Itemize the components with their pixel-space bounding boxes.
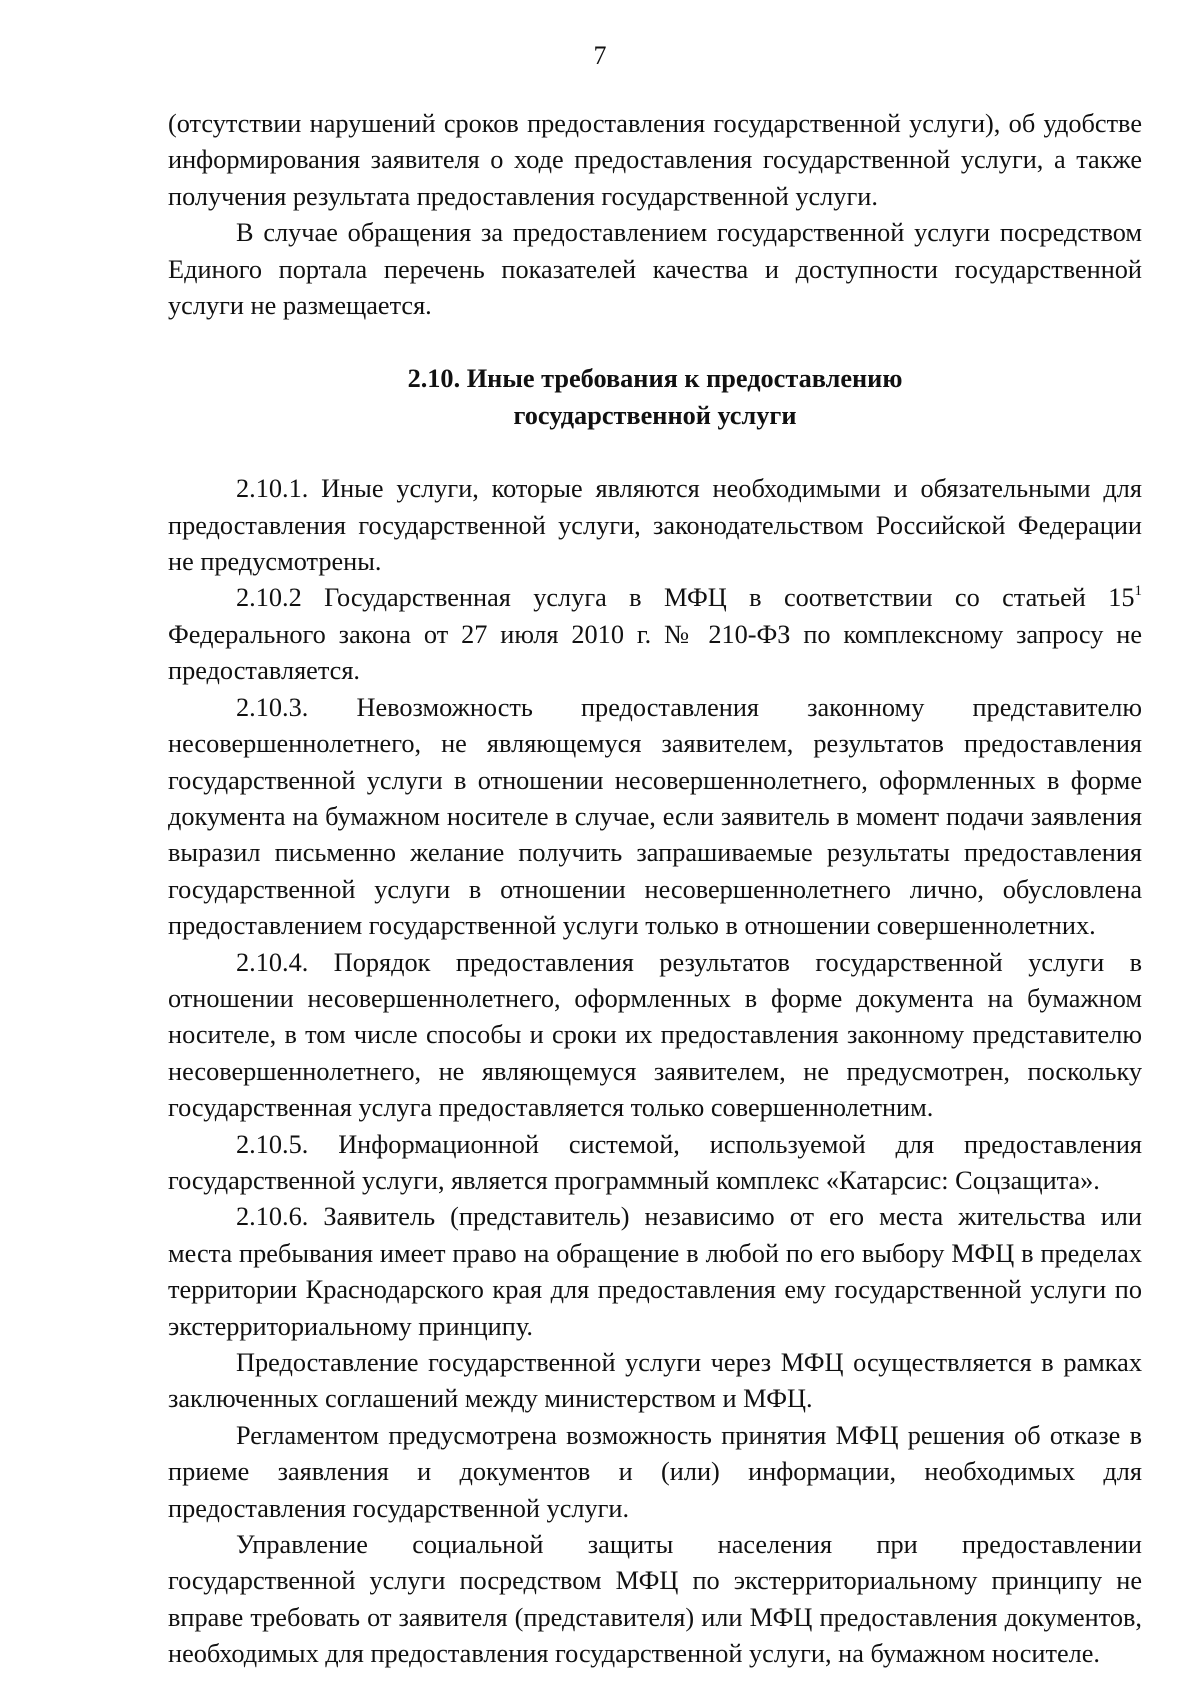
paragraph-continuation: (отсутствии нарушений сроков предоставления государственной услуги), об удобстве информирования заявителя о ходе предоставления государственной услуги, а также получения результата предоставления государственной услуги. [168,109,1142,211]
clause-2-10-3: 2.10.3. Невозможность предоставления законному представителю несовершеннолетнего, не являющемуся заявителем, результатов предоставления государственной услуги в отношении несовершеннолетнего, оформленных в форме документа на бумажном носителе в случае, если заявитель в момент подачи заявления выразил письменно желание получить запрашиваемые результаты предоставления государственной услуги в отношении несовершеннолетнего лично, обусловлена предоставлением государственной услуги только в отношении совершеннолетних. [168,692,1142,941]
paragraph-mfc-agreements: Предоставление государственной услуги через МФЦ осуществляется в рамках заключенных соглашений между министерством и МФЦ. [168,1348,1142,1414]
paragraph-refusal: Регламентом предусмотрена возможность принятия МФЦ решения об отказе в приеме заявления и документов и (или) информации, необходимых для предоставления государственной услуги. [168,1420,1142,1523]
section-heading-line-1: 2.10. Иные требования к предоставлению [407,364,903,394]
clause-2-10-6: 2.10.6. Заявитель (представитель) независимо от его места жительства или места пребывания имеет право на обращение в любой по его выбору МФЦ в пределах территории Краснодарского края для предоставления ему государственной услуги по экстерриториальному принципу. [168,1202,1142,1341]
paragraph-social-protection: Управление социальной защиты населения при предоставлении государственной услуги посредством МФЦ по экстерриториальному принципу не вправе требовать от заявителя (представителя) или МФЦ предоставления документов, необходимых для предоставления государственной услуги, на бумажном носителе. [168,1530,1142,1669]
section-heading-line-2: государственной услуги [513,400,797,430]
section-heading [168,361,1142,434]
page-number: 7 [593,41,607,70]
clause-2-10-2 [168,580,1142,689]
clause-2-10-2-superscript: 1 [1134,583,1142,600]
clause-2-10-1: 2.10.1. Иные услуги, которые являются необходимыми и обязательными для предоставления государственной услуги, законодательством Российской Федерации не предусмотрены. [168,474,1142,577]
clause-2-10-2-text-a: 2.10.2 Государственная услуга в МФЦ в соответствии со статьей 15 [236,583,1135,613]
clause-2-10-2-text-b: Федерального закона от 27 июля 2010 г. № 210-ФЗ по комплексному запросу не предоставляется. [168,619,1142,686]
document-body [168,106,1142,1673]
clause-2-10-5: 2.10.5. Информационной системой, используемой для предоставления государственной услуги, является программный комплекс «Катарсис: Соцзащита». [168,1129,1142,1195]
clause-2-10-4: 2.10.4. Порядок предоставления результатов государственной услуги в отношении несовершеннолетнего, оформленных в форме документа на бумажном носителе, в том числе способы и сроки их предоставления законному представителю несовершеннолетнего, не являющемуся заявителем, не предусмотрен, поскольку государственная услуга предоставляется только совершеннолетним. [168,947,1142,1123]
paragraph-portal: В случае обращения за предоставлением государственной услуги посредством Единого портала перечень показателей качества и доступности государственной услуги не размещается. [168,218,1142,321]
